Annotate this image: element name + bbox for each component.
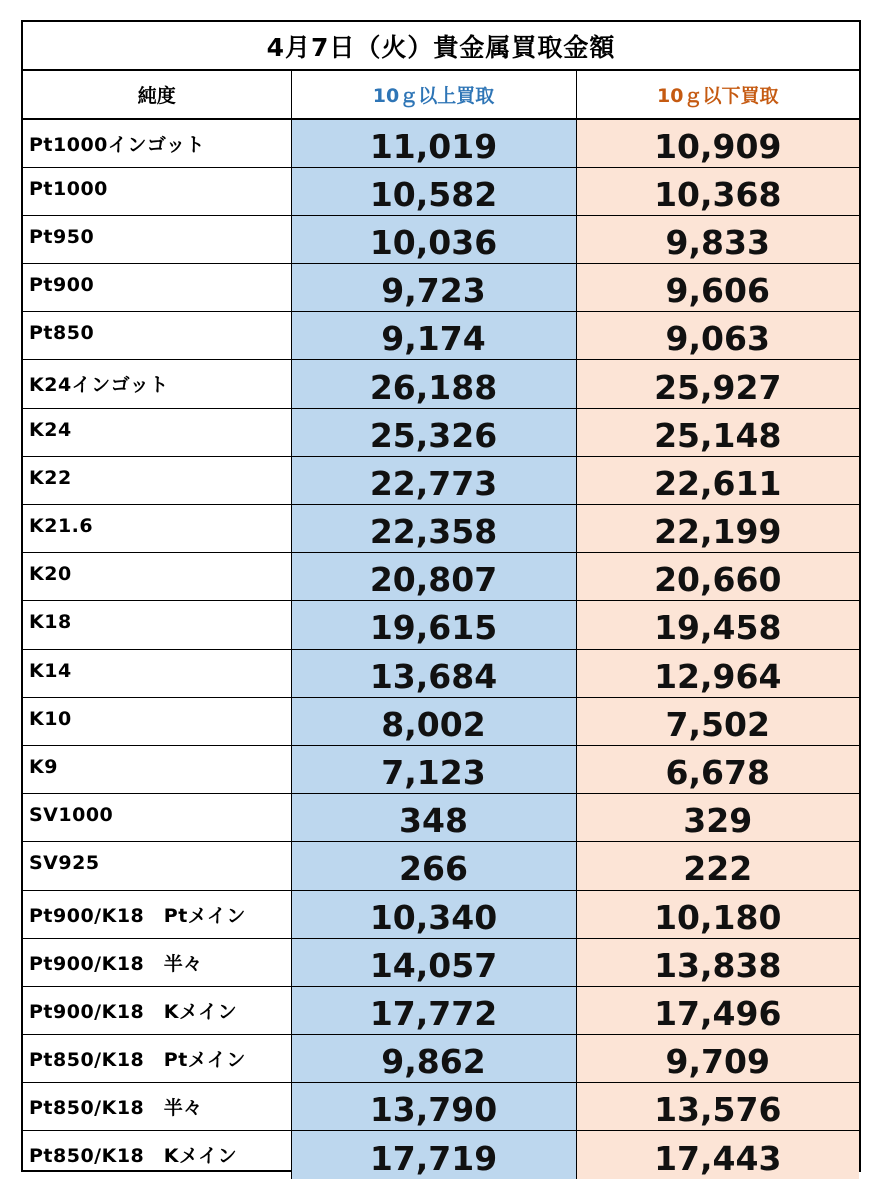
- under-10g-price-cell: 17,443: [576, 1131, 859, 1179]
- under-10g-price-cell: 25,148: [576, 408, 859, 456]
- under-10g-price-cell: 22,611: [576, 456, 859, 504]
- under-10g-price-cell: 13,576: [576, 1083, 859, 1131]
- table-row: [23, 553, 859, 601]
- under-10g-price-cell: 7,502: [576, 697, 859, 745]
- over-10g-price-cell: 7,123: [291, 745, 576, 793]
- over-10g-price-cell: 10,036: [291, 215, 576, 263]
- purity-cell: K24: [23, 408, 291, 456]
- over-10g-price-cell: 348: [291, 794, 576, 842]
- under-10g-price-cell: 25,927: [576, 360, 859, 408]
- under-10g-price-cell: 10,368: [576, 167, 859, 215]
- table-row: [23, 1035, 859, 1083]
- table-row: [23, 312, 859, 360]
- purity-cell: SV925: [23, 842, 291, 890]
- under-10g-price-cell: 17,496: [576, 986, 859, 1034]
- table-row: [23, 601, 859, 649]
- over-10g-price-cell: 25,326: [291, 408, 576, 456]
- table-row: [23, 119, 859, 167]
- purity-cell: K9: [23, 745, 291, 793]
- table-row: [23, 1131, 859, 1179]
- price-table: [23, 71, 859, 1179]
- purity-cell: Pt850/K18 Ptメイン: [23, 1035, 291, 1083]
- under-10g-price-cell: 9,833: [576, 215, 859, 263]
- purity-cell: Pt900: [23, 264, 291, 312]
- under-10g-header: 10ｇ以下買取: [576, 71, 859, 119]
- purity-cell: Pt900/K18 Ptメイン: [23, 890, 291, 938]
- purity-cell: K22: [23, 456, 291, 504]
- purity-cell: Pt850/K18 Kメイン: [23, 1131, 291, 1179]
- over-10g-price-cell: 9,723: [291, 264, 576, 312]
- over-10g-price-cell: 26,188: [291, 360, 576, 408]
- over-10g-price-cell: 10,582: [291, 167, 576, 215]
- over-10g-price-cell: 17,719: [291, 1131, 576, 1179]
- table-row: [23, 505, 859, 553]
- over-10g-price-cell: 13,684: [291, 649, 576, 697]
- table-row: [23, 745, 859, 793]
- purity-cell: K10: [23, 697, 291, 745]
- under-10g-price-cell: 9,606: [576, 264, 859, 312]
- table-row: [23, 794, 859, 842]
- over-10g-price-cell: 19,615: [291, 601, 576, 649]
- over-10g-price-cell: 10,340: [291, 890, 576, 938]
- purity-cell: K18: [23, 601, 291, 649]
- table-row: [23, 842, 859, 890]
- under-10g-price-cell: 222: [576, 842, 859, 890]
- under-10g-price-cell: 9,063: [576, 312, 859, 360]
- purity-cell: Pt850/K18 半々: [23, 1083, 291, 1131]
- purity-header: 純度: [23, 71, 291, 119]
- table-row: [23, 360, 859, 408]
- under-10g-price-cell: 329: [576, 794, 859, 842]
- under-10g-price-cell: 12,964: [576, 649, 859, 697]
- purity-cell: SV1000: [23, 794, 291, 842]
- under-10g-price-cell: 6,678: [576, 745, 859, 793]
- over-10g-price-cell: 266: [291, 842, 576, 890]
- table-row: [23, 456, 859, 504]
- table-row: [23, 986, 859, 1034]
- under-10g-price-cell: 19,458: [576, 601, 859, 649]
- over-10g-header: 10ｇ以上買取: [291, 71, 576, 119]
- purity-cell: Pt950: [23, 215, 291, 263]
- over-10g-price-cell: 8,002: [291, 697, 576, 745]
- under-10g-price-cell: 9,709: [576, 1035, 859, 1083]
- table-row: [23, 890, 859, 938]
- under-10g-price-cell: 13,838: [576, 938, 859, 986]
- over-10g-price-cell: 9,862: [291, 1035, 576, 1083]
- over-10g-price-cell: 20,807: [291, 553, 576, 601]
- purity-cell: K24インゴット: [23, 360, 291, 408]
- under-10g-price-cell: 22,199: [576, 505, 859, 553]
- purity-cell: K21.6: [23, 505, 291, 553]
- table-row: [23, 649, 859, 697]
- over-10g-price-cell: 22,358: [291, 505, 576, 553]
- under-10g-price-cell: 10,909: [576, 119, 859, 167]
- purity-cell: Pt1000インゴット: [23, 119, 291, 167]
- table-row: [23, 167, 859, 215]
- price-sheet: [21, 20, 861, 1178]
- over-10g-price-cell: 9,174: [291, 312, 576, 360]
- purity-cell: K20: [23, 553, 291, 601]
- table-row: [23, 938, 859, 986]
- table-row: [23, 264, 859, 312]
- table-row: [23, 1083, 859, 1131]
- table-row: [23, 697, 859, 745]
- under-10g-price-cell: 20,660: [576, 553, 859, 601]
- purity-cell: Pt900/K18 Kメイン: [23, 986, 291, 1034]
- over-10g-price-cell: 22,773: [291, 456, 576, 504]
- table-row: [23, 215, 859, 263]
- over-10g-price-cell: 13,790: [291, 1083, 576, 1131]
- purity-cell: Pt850: [23, 312, 291, 360]
- sheet-title: 4月7日（火）貴金属買取金額: [23, 22, 859, 71]
- purity-cell: Pt1000: [23, 167, 291, 215]
- header-row: [23, 71, 859, 119]
- over-10g-price-cell: 14,057: [291, 938, 576, 986]
- over-10g-price-cell: 17,772: [291, 986, 576, 1034]
- table-row: [23, 408, 859, 456]
- under-10g-price-cell: 10,180: [576, 890, 859, 938]
- purity-cell: K14: [23, 649, 291, 697]
- purity-cell: Pt900/K18 半々: [23, 938, 291, 986]
- over-10g-price-cell: 11,019: [291, 119, 576, 167]
